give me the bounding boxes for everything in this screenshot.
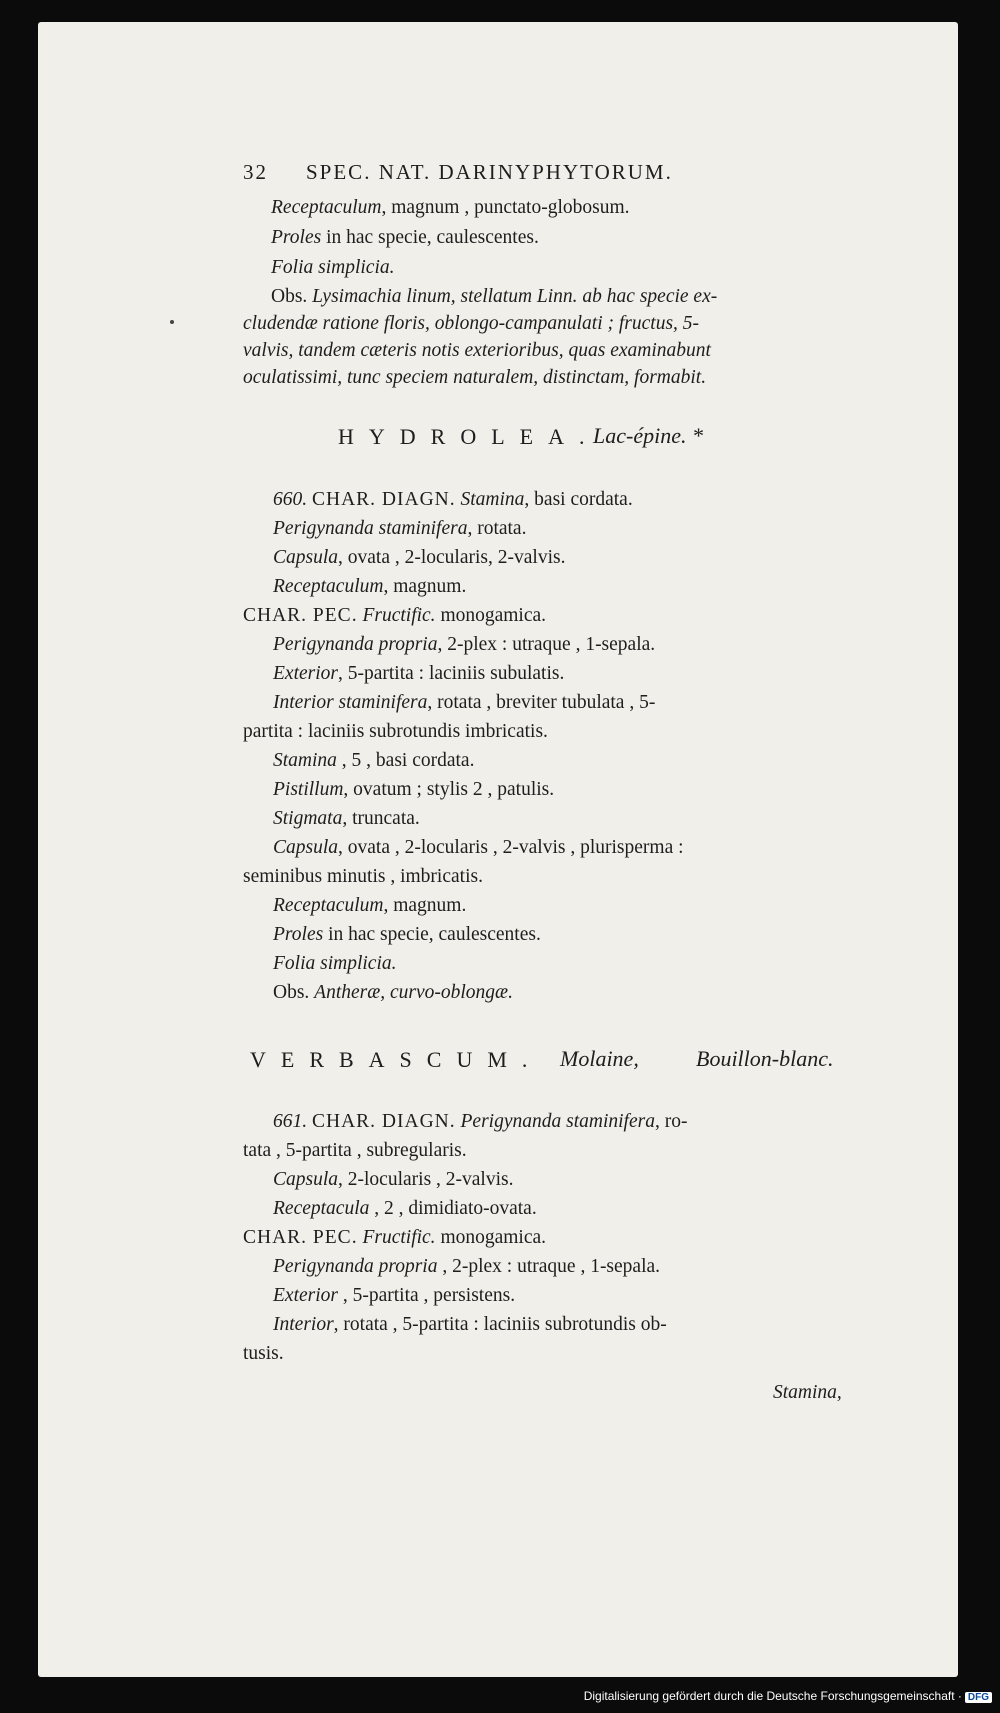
text-line: Stigmata, truncata. [273, 808, 420, 829]
text-line: Interior, rotata , 5-partita : laciniis subrotundis ob- [273, 1314, 667, 1335]
catchword: Stamina, [773, 1382, 842, 1403]
footer-credit: Digitalisierung gefördert durch die Deutsche Forschungsgemeinschaft · DFG [584, 1689, 992, 1703]
obs-line: oculatissimi, tunc speciem naturalem, distinctam, formabit. [243, 367, 707, 388]
text-line: Perigynanda propria , 2-plex : utraque , 1-sepala. [273, 1256, 661, 1277]
text-line: Folia simplicia. [273, 953, 397, 974]
text-line: Receptaculum, magnum , punctato-globosum. [271, 197, 630, 218]
text-line: Stamina , 5 , basi cordata. [273, 750, 475, 771]
dfg-logo-icon: DFG [965, 1692, 992, 1703]
obs-line: cludendæ ratione floris, oblongo-campanulati ; fructus, 5- [243, 313, 700, 334]
running-head: SPEC. NAT. DARINYPHYTORUM. [306, 160, 673, 184]
text-line: 660. CHAR. DIAGN. Stamina, basi cordata. [273, 489, 633, 510]
text-line: 661. CHAR. DIAGN. Perigynanda staminifera, ro- [273, 1111, 688, 1132]
genus-heading-verbascum: VERBASCUM. [250, 1047, 543, 1072]
french-name: Lac-épine. * [593, 423, 703, 448]
text-line: tata , 5-partita , subregularis. [243, 1140, 467, 1161]
text-line: seminibus minutis , imbricatis. [243, 866, 483, 887]
text-line: Proles in hac specie, caulescentes. [271, 227, 539, 248]
text-line: Interior staminifera, rotata , breviter tubulata , 5- [273, 692, 656, 713]
page-number: 32 [243, 160, 268, 184]
text-line: Capsula, 2-locularis , 2-valvis. [273, 1169, 514, 1190]
text-line: CHAR. PEC. Fructific. monogamica. [243, 605, 547, 626]
text-line: Pistillum, ovatum ; stylis 2 , patulis. [273, 779, 555, 800]
genus-heading-hydrolea: HYDROLEA. [338, 424, 600, 449]
text-line: tusis. [243, 1343, 284, 1364]
text-line: Receptaculum, magnum. [273, 576, 467, 597]
obs-line: Obs. Lysimachia linum, stellatum Linn. ab hac specie ex- [271, 286, 718, 307]
text-line: Receptacula , 2 , dimidiato-ovata. [273, 1198, 537, 1219]
french-name: Bouillon-blanc. [696, 1046, 834, 1071]
text-line: Exterior, 5-partita : laciniis subulatis. [273, 663, 565, 684]
text-line: Perigynanda staminifera, rotata. [273, 518, 527, 539]
text-line: Folia simplicia. [271, 257, 395, 278]
text-line: Capsula, ovata , 2-locularis, 2-valvis. [273, 547, 566, 568]
text-line: Perigynanda propria, 2-plex : utraque , 1-sepala. [273, 634, 656, 655]
text-line: Receptaculum, magnum. [273, 895, 467, 916]
text-line: partita : laciniis subrotundis imbricatis. [243, 721, 548, 742]
obs-line: valvis, tandem cæteris notis exterioribus, quas examinabunt [243, 340, 711, 361]
text-line: Exterior , 5-partita , persistens. [273, 1285, 516, 1306]
french-name: Molaine, [560, 1046, 639, 1071]
obs-line: Obs. Antheræ, curvo-oblongæ. [273, 982, 513, 1003]
text-line: Capsula, ovata , 2-locularis , 2-valvis , plurisperma : [273, 837, 684, 858]
speck-mark [170, 320, 174, 324]
book-page [38, 22, 958, 1677]
text-line: CHAR. PEC. Fructific. monogamica. [243, 1227, 547, 1248]
text-line: Proles in hac specie, caulescentes. [273, 924, 541, 945]
